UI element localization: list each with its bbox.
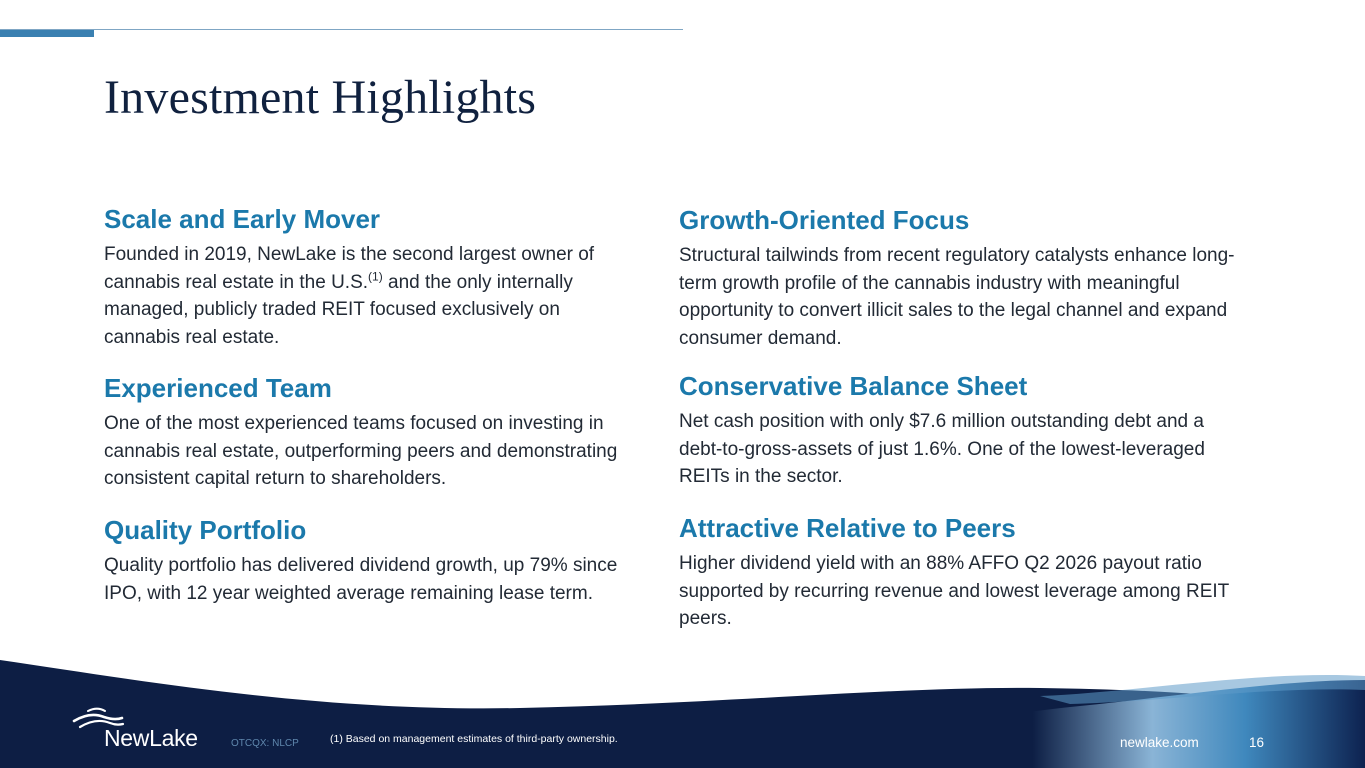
footnote-marker: (1) — [368, 269, 383, 284]
footnote: (1) Based on management estimates of third-party ownership. — [330, 733, 618, 745]
company-logo: NewLake — [104, 725, 198, 751]
highlight-scale-early-mover — [104, 203, 634, 351]
ticker-symbol: OTCQX: NLCP — [231, 738, 299, 749]
highlight-heading: Conservative Balance Sheet — [679, 371, 1028, 401]
page-number: 16 — [1249, 735, 1265, 750]
highlight-body: Structural tailwinds from recent regulatory catalysts enhance long-term growth profile of the cannabis industry with meaningful opportunity to convert illicit sales to the legal channel and expand consumer demand. — [679, 245, 1235, 349]
highlight-body-text: Founded in 2019, NewLake is the second largest owner of cannabis real estate in the U.S. — [104, 244, 595, 293]
highlight-quality-portfolio — [104, 514, 634, 607]
header-rule — [0, 29, 683, 30]
highlight-attractive-relative-to-peers — [679, 512, 1239, 633]
highlight-heading: Attractive Relative to Peers — [679, 513, 1016, 543]
website-link[interactable]: newlake.com — [1120, 735, 1199, 750]
highlight-body — [104, 241, 634, 351]
highlight-experienced-team — [104, 372, 634, 493]
highlight-conservative-balance-sheet — [679, 370, 1239, 491]
highlight-body: Higher dividend yield with an 88% AFFO Q2 2026 payout ratio supported by recurring revenue and lowest leverage among REIT peers. — [679, 553, 1229, 629]
highlight-heading: Growth-Oriented Focus — [679, 205, 970, 235]
highlight-body-text-continued: and the only internally managed, publicly traded REIT focused exclusively on cannabis real estate. — [104, 271, 573, 348]
page-title: Investment Highlights — [104, 71, 537, 124]
header-accent-bar — [0, 30, 94, 37]
highlight-heading: Quality Portfolio — [104, 515, 307, 545]
highlight-growth-oriented-focus — [679, 204, 1239, 352]
highlight-heading: Scale and Early Mover — [104, 204, 381, 234]
highlight-body: Quality portfolio has delivered dividend growth, up 79% since IPO, with 12 year weighted average remaining lease term. — [104, 555, 618, 604]
highlight-body: Net cash position with only $7.6 million outstanding debt and a debt-to-gross-assets of just 1.6%. One of the lowest-leveraged REITs in the sector. — [679, 411, 1205, 487]
highlight-body: One of the most experienced teams focused on investing in cannabis real estate, outperforming peers and demonstrating consistent capital return to shareholders. — [104, 413, 618, 489]
highlight-heading: Experienced Team — [104, 373, 332, 403]
